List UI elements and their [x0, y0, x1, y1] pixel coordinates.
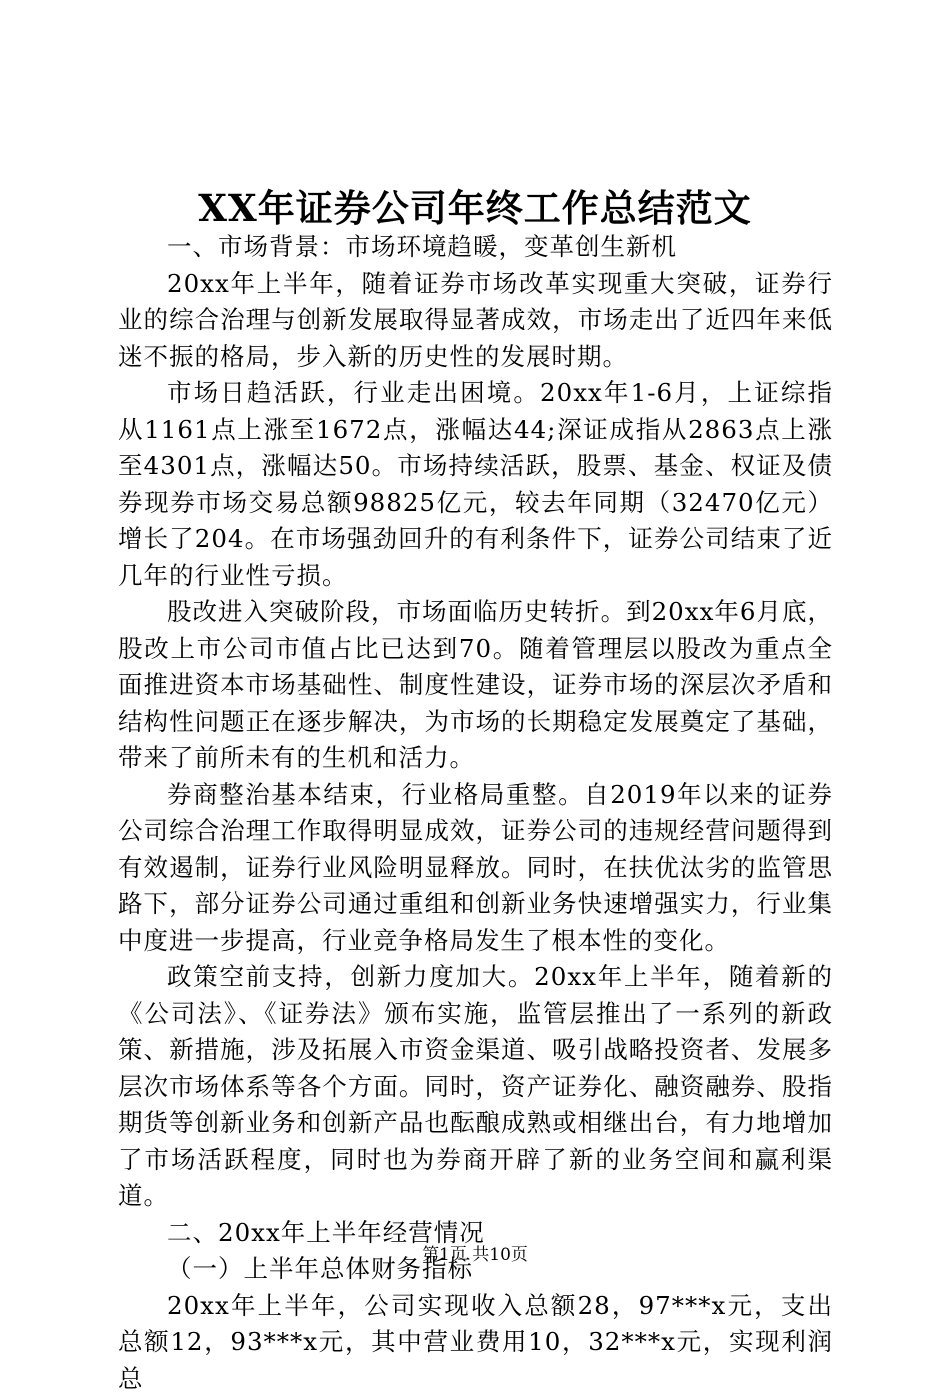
page-number-footer: 第1页 共10页 [0, 1244, 950, 1266]
document-title: XX年证券公司年终工作总结范文 [0, 183, 950, 233]
subsection-heading: （一）上半年总体财务指标 [118, 1251, 833, 1288]
paragraph: 20xx年上半年，公司实现收入总额28，97***x元，支出总额12，93***x元，其中营业费用10，32***x元，实现利润总 [118, 1288, 833, 1397]
paragraph: 市场日趋活跃，行业走出困境。20xx年1-6月，上证综指从1161点上涨至1672点，涨幅达44;深证成指从2863点上涨至4301点，涨幅达50。市场持续活跃，股票、基金、权证及债券现券市场交易总额98825亿元，较去年同期（32470亿元）增长了204。在市场强劲回升的有利条件下，证券公司结束了近几年的行业性亏损。 [118, 375, 833, 594]
paragraph: 券商整治基本结束，行业格局重整。自2019年以来的证券公司综合治理工作取得明显成效，证券公司的违规经营问题得到有效遏制，证券行业风险明显释放。同时，在扶优汰劣的监管思路下，部分证券公司通过重组和创新业务快速增强实力，行业集中度进一步提高，行业竞争格局发生了根本性的变化。 [118, 777, 833, 960]
section-heading: 二、20xx年上半年经营情况 [118, 1215, 833, 1252]
document-body [118, 229, 833, 1397]
paragraph: 政策空前支持，创新力度加大。20xx年上半年，随着新的《公司法》、《证券法》颁布实施，监管层推出了一系列的新政策、新措施，涉及拓展入市资金渠道、吸引战略投资者、发展多层次市场体系等各个方面。同时，资产证券化、融资融券、股指期货等创新业务和创新产品也酝酿成熟或相继出台，有力地增加了市场活跃程度，同时也为券商开辟了新的业务空间和赢利渠道。 [118, 959, 833, 1215]
paragraph: 股改进入突破阶段，市场面临历史转折。到20xx年6月底，股改上市公司市值占比已达到70。随着管理层以股改为重点全面推进资本市场基础性、制度性建设，证券市场的深层次矛盾和结构性问题正在逐步解决，为市场的长期稳定发展奠定了基础，带来了前所未有的生机和活力。 [118, 594, 833, 777]
section-heading: 一、市场背景：市场环境趋暖，变革创生新机 [118, 229, 833, 266]
paragraph: 20xx年上半年，随着证券市场改革实现重大突破，证券行业的综合治理与创新发展取得显著成效，市场走出了近四年来低迷不振的格局，步入新的历史性的发展时期。 [118, 266, 833, 376]
